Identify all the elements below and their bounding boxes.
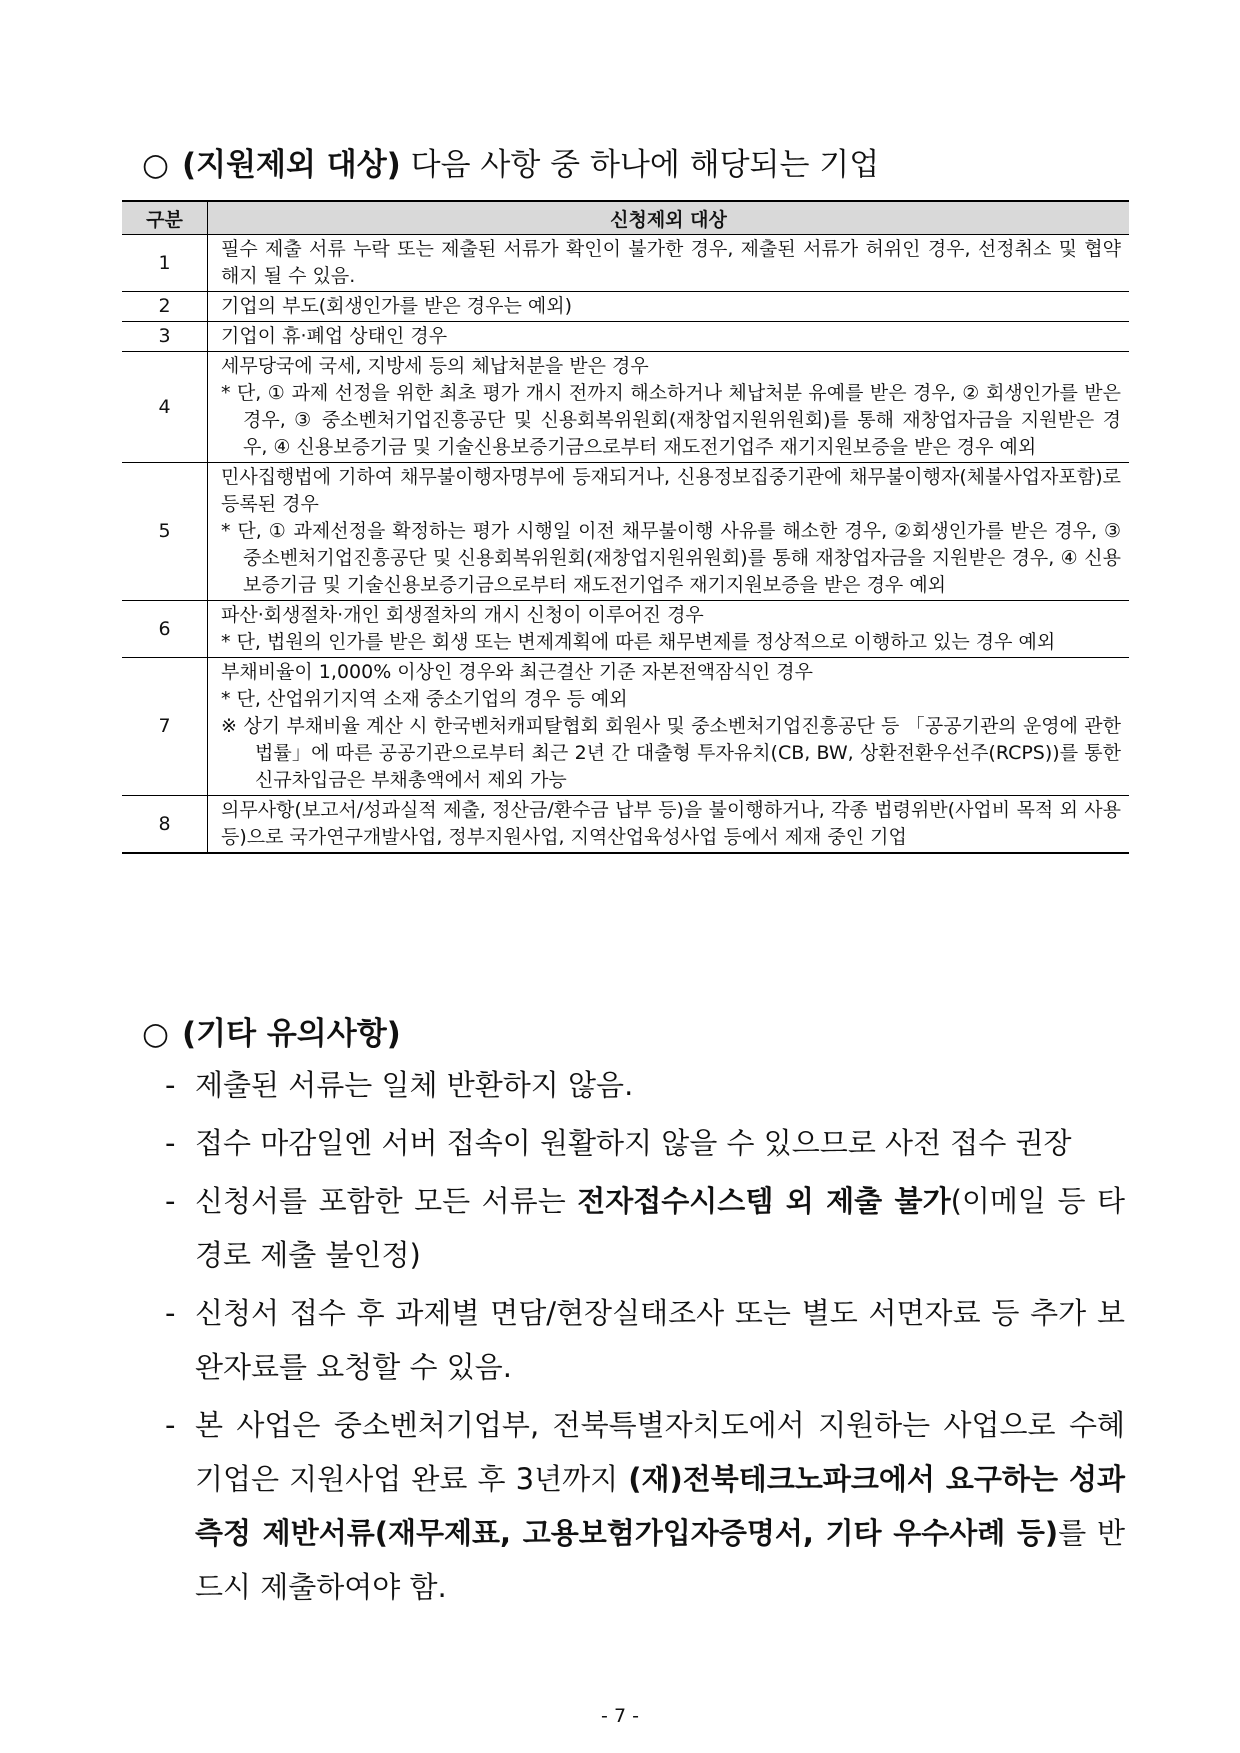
section-title-bold: (지원제외 대상): [182, 147, 401, 183]
row-condition-text: 파산·회생절차·개인 회생절차의 개시 신청이 이루어진 경우: [221, 604, 704, 626]
note-text: 신청서 접수 후 과제별 면담/현장실태조사 또는 별도 서면자료 등 추가 보완자료를 요청할 수 있음.: [195, 1296, 1125, 1384]
row-number: 1: [122, 235, 208, 292]
row-content: [208, 463, 1130, 601]
row-exception-note: * 단, 법원의 인가를 받은 회생 또는 변제계획에 따른 채무변제를 정상적으로 이행하고 있는 경우 예외: [221, 631, 1056, 653]
note-text: 제출된 서류는 일체 반환하지 않음.: [195, 1068, 634, 1102]
row-content: [208, 235, 1130, 292]
row-exception-note: * 단, 산업위기지역 소재 중소기업의 경우 등 예외: [221, 688, 628, 710]
column-header-target: 신청제외 대상: [208, 201, 1130, 235]
table-row: [122, 658, 1129, 796]
table-row: [122, 796, 1129, 854]
table-header-row: [122, 201, 1129, 235]
table-row: [122, 463, 1129, 601]
row-exception-note: ※ 상기 부채비율 계산 시 한국벤처캐피탈협회 회원사 및 중소벤처기업진흥공단 등 「공공기관의 운영에 관한 법률」에 따른 공공기관으로부터 최근 2년 간 대출형 투자유치(CB, BW, 상환전환우선주(RCPS))를 통한 신규차입금은 부채총액에서 제외 가능: [221, 715, 1121, 791]
note-text: 본 사업은 중소벤처기업부, 전북특별자치도에서 지원하는 사업으로 수혜기업은 지원사업 완료 후 3년까지: [195, 1408, 1125, 1496]
note-text: 를 반드시 제출하여야 함.: [195, 1516, 1125, 1604]
row-content: [208, 601, 1130, 658]
row-condition-text: 필수 제출 서류 누락 또는 제출된 서류가 확인이 불가한 경우, 제출된 서류가 허위인 경우, 선정취소 및 협약 해지 될 수 있음.: [221, 238, 1121, 287]
row-condition-text: 의무사항(보고서/성과실적 제출, 정산금/환수금 납부 등)을 불이행하거나, 각종 법령위반(사업비 목적 외 사용 등)으로 국가연구개발사업, 정부지원사업, 지역산업육성사업 등에서 제재 중인 기업: [221, 799, 1121, 848]
row-number: 8: [122, 796, 208, 854]
row-condition-text: 세무당국에 국세, 지방세 등의 체납처분을 받은 경우: [221, 355, 649, 377]
table-row: [122, 601, 1129, 658]
table-row: [122, 292, 1129, 322]
table-row: [122, 235, 1129, 292]
note-text: (이메일 등 타 경로 제출 불인정): [195, 1184, 1125, 1272]
note-emphasis-text: (재)전북테크노파크에서 요구하는 성과측정 제반서류(재무제표, 고용보험가입자증명서, 기타 우수사례 등): [195, 1462, 1125, 1550]
dash-bullet-icon: -: [165, 1126, 176, 1160]
note-item: [165, 1058, 1125, 1112]
row-condition-text: 부채비율이 1,000% 이상인 경우와 최근결산 기준 자본전액잠식인 경우: [221, 661, 813, 683]
row-number: 2: [122, 292, 208, 322]
row-exception-note: * 단, ① 과제 선정을 위한 최초 평가 개시 전까지 해소하거나 체납처분 유예를 받은 경우, ② 회생인가를 받은 경우, ③ 중소벤처기업진흥공단 및 신용회복위원회(재창업지원위원회)를 통해 재창업자금을 지원받은 경우, ④ 신용보증기금 및 기술신용보증기금으로부터 재도전기업주 재기지원보증을 받은 경우 예외: [221, 382, 1121, 458]
row-number: 6: [122, 601, 208, 658]
section-title-bold: (기타 유의사항): [182, 1016, 401, 1052]
row-exception-note: * 단, ① 과제선정을 확정하는 평가 시행일 이전 채무불이행 사유를 해소한 경우, ②회생인가를 받은 경우, ③ 중소벤처기업진흥공단 및 신용회복위원회(재창업지원위원회)를 통해 재창업자금을 지원받은 경우, ④ 신용보증기금 및 기술신용보증기금으로부터 재도전기업주 재기지원보증을 받은 경우 예외: [221, 520, 1121, 596]
dash-bullet-icon: -: [165, 1296, 176, 1330]
circle-bullet-icon: ○: [142, 1016, 170, 1052]
row-condition-text: 기업의 부도(회생인가를 받은 경우는 예외): [221, 295, 573, 317]
table-row: [122, 352, 1129, 463]
table-row: [122, 322, 1129, 352]
note-item: [165, 1116, 1125, 1170]
note-text: 접수 마감일엔 서버 접속이 원활하지 않을 수 있으므로 사전 접수 권장: [195, 1126, 1072, 1160]
row-content: [208, 796, 1130, 854]
row-condition-text: 민사집행법에 기하여 채무불이행자명부에 등재되거나, 신용정보집중기관에 채무불이행자(체불사업자포함)로 등록된 경우: [221, 466, 1121, 515]
row-content: [208, 658, 1130, 796]
exclusion-table: [122, 200, 1129, 854]
dash-bullet-icon: -: [165, 1068, 176, 1102]
row-number: 7: [122, 658, 208, 796]
dash-bullet-icon: -: [165, 1184, 176, 1218]
row-content: [208, 292, 1130, 322]
section-title-rest: 다음 사항 중 하나에 해당되는 기업: [400, 147, 880, 183]
row-content: [208, 352, 1130, 463]
note-text: 신청서를 포함한 모든 서류는: [195, 1184, 578, 1218]
note-item: [165, 1174, 1125, 1282]
table-body: [122, 235, 1129, 854]
row-content: [208, 322, 1130, 352]
row-number: 5: [122, 463, 208, 601]
section-heading-notes: [142, 1014, 401, 1054]
dash-bullet-icon: -: [165, 1408, 176, 1442]
note-item: [165, 1398, 1125, 1614]
note-item: [165, 1286, 1125, 1394]
column-header-category: 구분: [122, 201, 208, 235]
page-number: - 7 -: [601, 1705, 639, 1727]
row-condition-text: 기업이 휴·폐업 상태인 경우: [221, 325, 448, 347]
section-heading-exclusion: [142, 145, 879, 185]
notes-list: [165, 1058, 1125, 1618]
note-emphasis-text: 전자접수시스템 외 제출 불가: [577, 1184, 951, 1218]
row-number: 4: [122, 352, 208, 463]
circle-bullet-icon: ○: [142, 147, 170, 183]
row-number: 3: [122, 322, 208, 352]
